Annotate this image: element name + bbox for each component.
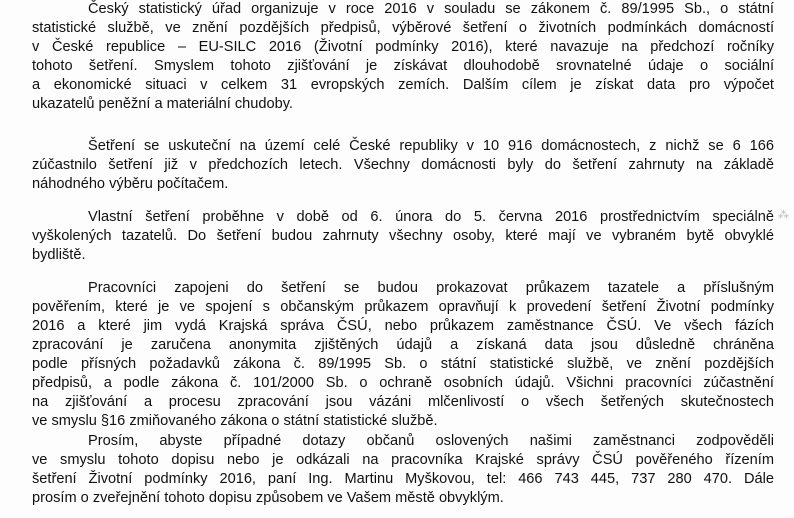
text-line: náhodného výběru počítačem. (32, 176, 229, 192)
text-line: zúčastnilo šetření již v předchozích letech. Všechny domácnosti byly do šetření zahrnuty na základě (32, 157, 774, 173)
text-line: v České republice – EU-SILC 2016 (Životní podmínky 2016), které navazuje na předchozí ročníky (32, 39, 774, 55)
text-line: zpracování je zaručena anonymita zjištěných údajů a získaná data jsou důsledně chráněna (32, 337, 774, 353)
text-line: pověřením, které je ve spojení s občanským průkazem opravňují k provedení šetření Životní podmínky (32, 299, 774, 315)
text-line: ve smyslu §16 zmiňovaného zákona o státní statistické službě. (32, 413, 438, 429)
text-line: bydliště. (32, 247, 86, 263)
text-line: šetření Životní podmínky 2016, paní Ing. Martinu Myškovou, tel: 466 743 445, 737 280 470. Dále (32, 471, 774, 487)
text-line: prosím o zveřejnění tohoto dopisu způsobem ve Vašem městě obvyklým. (32, 490, 504, 506)
text-line: Český statistický úřad organizuje v roce 2016 v souladu se zákonem č. 89/1995 Sb., o státní (88, 1, 774, 17)
text-line: na zjišťování a procesu zpracování jsou vázáni mlčenlivostí o všech šetřených skutečnostech (32, 394, 774, 410)
text-line: Prosím, abyste případné dotazy občanů oslovených našimi zaměstnanci zodpověděli (88, 433, 774, 449)
text-line: a ekonomické situaci v celkem 31 evropských zemích. Dalším cílem je získat data pro výpočet (32, 77, 774, 93)
text-line: ukazatelů peněžní a materiální chudoby. (32, 96, 293, 112)
text-line: 2016 a které jim vydá Krajská správa ČSÚ, nebo průkazem zaměstnance ČSÚ. Ve všech fázích (32, 318, 774, 334)
text-line: Pracovníci zapojeni do šetření se budou prokazovat průkazem tazatele a příslušným (88, 280, 774, 296)
text-line: předpisů, a podle zákona č. 101/2000 Sb. o ochraně osobních údajů. Všichni pracovníci zúčastnění (32, 375, 774, 391)
text-line: podle přísných požadavků zákona č. 89/1995 Sb. o státní statistické službě, ve znění pozdějších (32, 356, 774, 372)
text-line: ve smyslu tohoto dopisu nebo je odkázali na pracovníka Krajské správy ČSÚ pověřeného řízením (32, 452, 774, 468)
text-line: vyškolených tazatelů. Do šetření budou zahrnuty všechny osoby, které mají ve vybraném bytě obvyklé (32, 228, 774, 244)
scan-speck-mark: ⁂ (778, 208, 789, 221)
text-line: Vlastní šetření proběhne v době od 6. února do 5. června 2016 prostřednictvím speciálně (88, 209, 774, 225)
text-line: tohoto šetření. Smyslem tohoto zjišťování je získávat dlouhodobě srovnatelné údaje o sociální (32, 58, 774, 74)
text-line: statistické službě, ve znění pozdějších předpisů, výběrové šetření o životních podmínkách domácností (32, 20, 774, 36)
text-line: Šetření se uskuteční na území celé České republiky v 10 916 domácnostech, z nichž se 6 166 (88, 138, 774, 154)
